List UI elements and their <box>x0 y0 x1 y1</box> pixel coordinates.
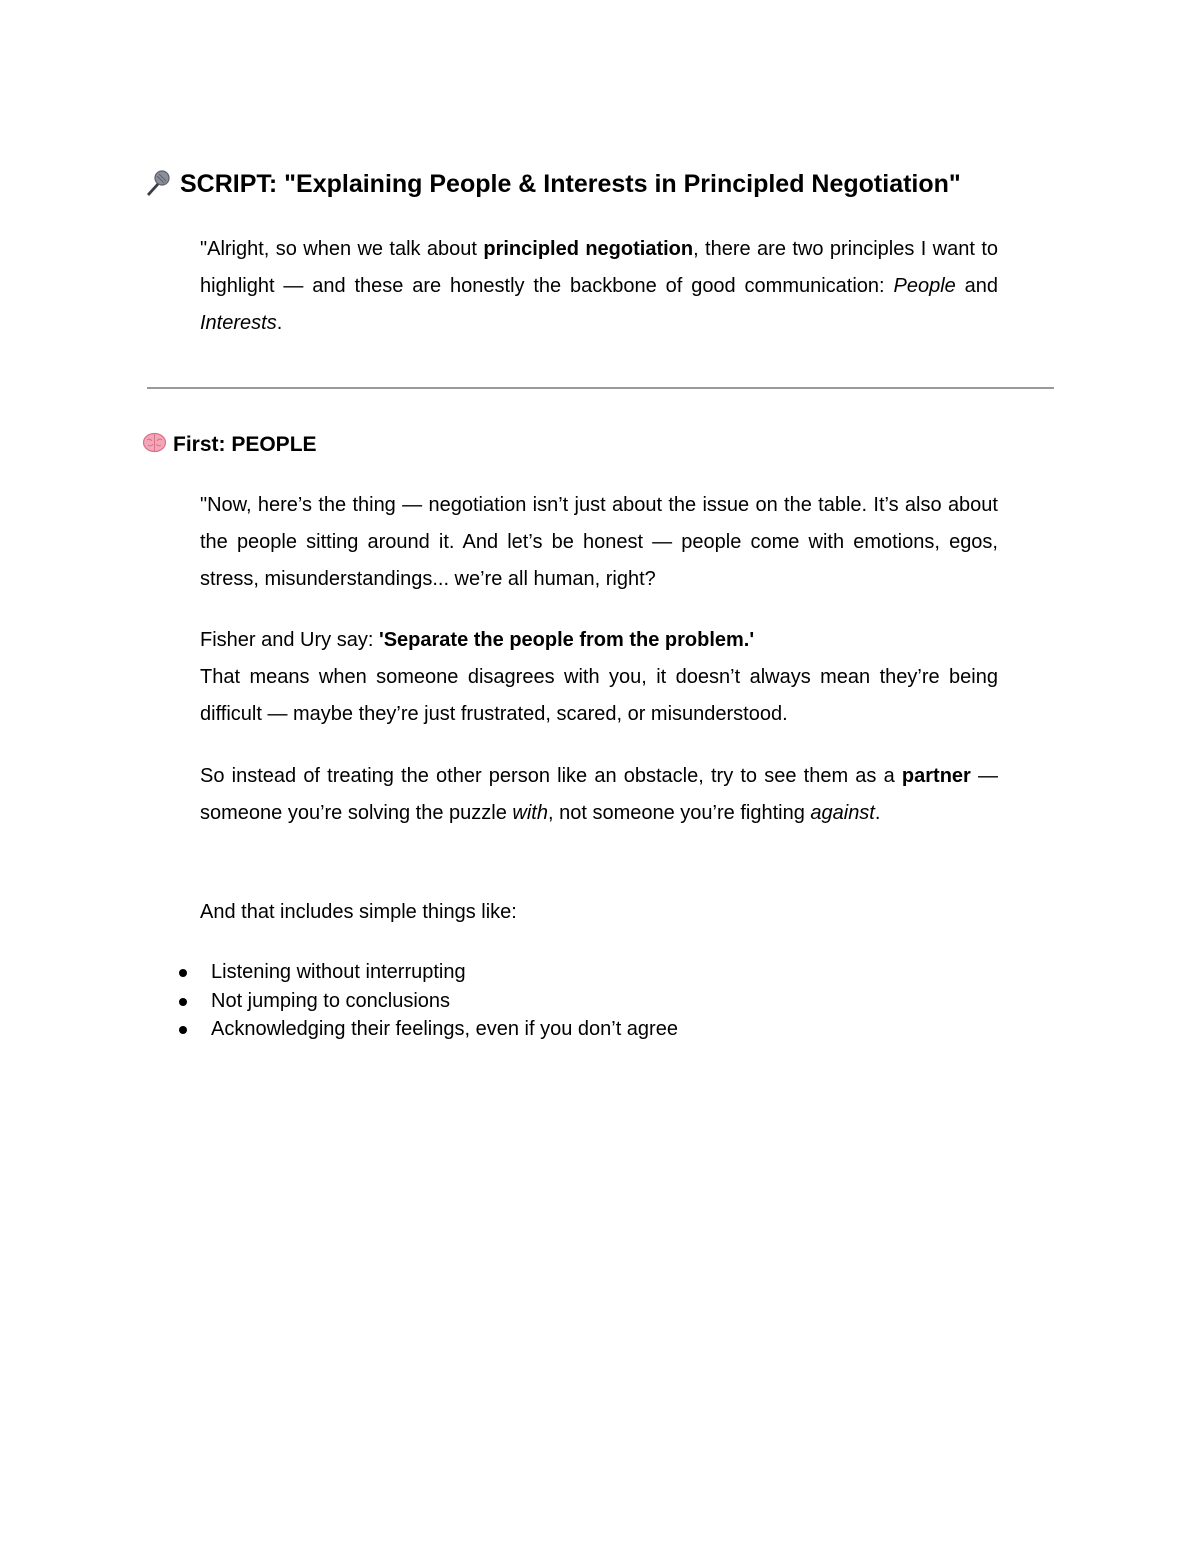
partner-text: — someone you’re solving the puzzle <box>200 765 998 824</box>
script-title-text: SCRIPT: "Explaining People & Interests in Principled Negotiation" <box>180 170 961 198</box>
intro-text: , there are two principles I want to highlight — and these are honestly the backbone of good communication: <box>200 238 998 297</box>
list-item <box>175 1015 678 1044</box>
intro-italic-interests: Interests <box>200 312 277 334</box>
quote-prefix: Fisher and Ury say: <box>200 629 379 651</box>
intro-bold-term: principled negotiation <box>483 238 694 260</box>
partner-italic-against: against <box>810 802 875 824</box>
section-heading-text: First: PEOPLE <box>173 433 317 456</box>
quote-explanation: That means when someone disagrees with you, it doesn’t always mean they’re being difficult — maybe they’re just frustrated, scared, or misunderstood. <box>200 666 998 725</box>
list-item-text: Listening without interrupting <box>211 961 466 983</box>
microphone-icon <box>142 168 172 198</box>
partner-text: . <box>874 802 881 824</box>
list-item-text: Acknowledging their feelings, even if you don’t agree <box>211 1018 678 1040</box>
intro-paragraph <box>200 231 998 342</box>
partner-text: So instead of treating the other person like an obstacle, try to see them as a <box>200 765 902 787</box>
paragraph-people-intro: "Now, here’s the thing — negotiation isn’t just about the issue on the table. It’s also about the people sitting around it. And let’s be honest — people come with emotions, egos, stress, misunderstandings... we’re all human, right? <box>200 494 998 590</box>
intro-text: . <box>276 312 283 334</box>
script-title <box>142 166 961 202</box>
horizontal-divider <box>147 387 1054 389</box>
paragraph-includes: And that includes simple things like: <box>200 901 517 923</box>
list-item-text: Not jumping to conclusions <box>211 989 451 1012</box>
paragraph-fisher-ury <box>200 622 998 733</box>
intro-text: "Alright, so when we talk about <box>200 238 484 260</box>
list-item <box>175 958 678 987</box>
bullet-icon <box>179 998 187 1006</box>
intro-text: and <box>955 275 998 297</box>
partner-text: , not someone you’re fighting <box>547 802 811 824</box>
list-item <box>175 987 678 1016</box>
partner-italic-with: with <box>512 802 548 824</box>
partner-bold: partner <box>901 765 971 787</box>
intro-italic-people: People <box>893 275 956 297</box>
brain-icon <box>142 430 167 455</box>
bullet-icon <box>179 1026 187 1034</box>
paragraph-partner <box>200 758 998 832</box>
bullet-icon <box>179 969 187 977</box>
section-heading <box>142 430 317 460</box>
bullet-list <box>175 958 678 1044</box>
quote-bold: 'Separate the people from the problem.' <box>378 629 755 651</box>
